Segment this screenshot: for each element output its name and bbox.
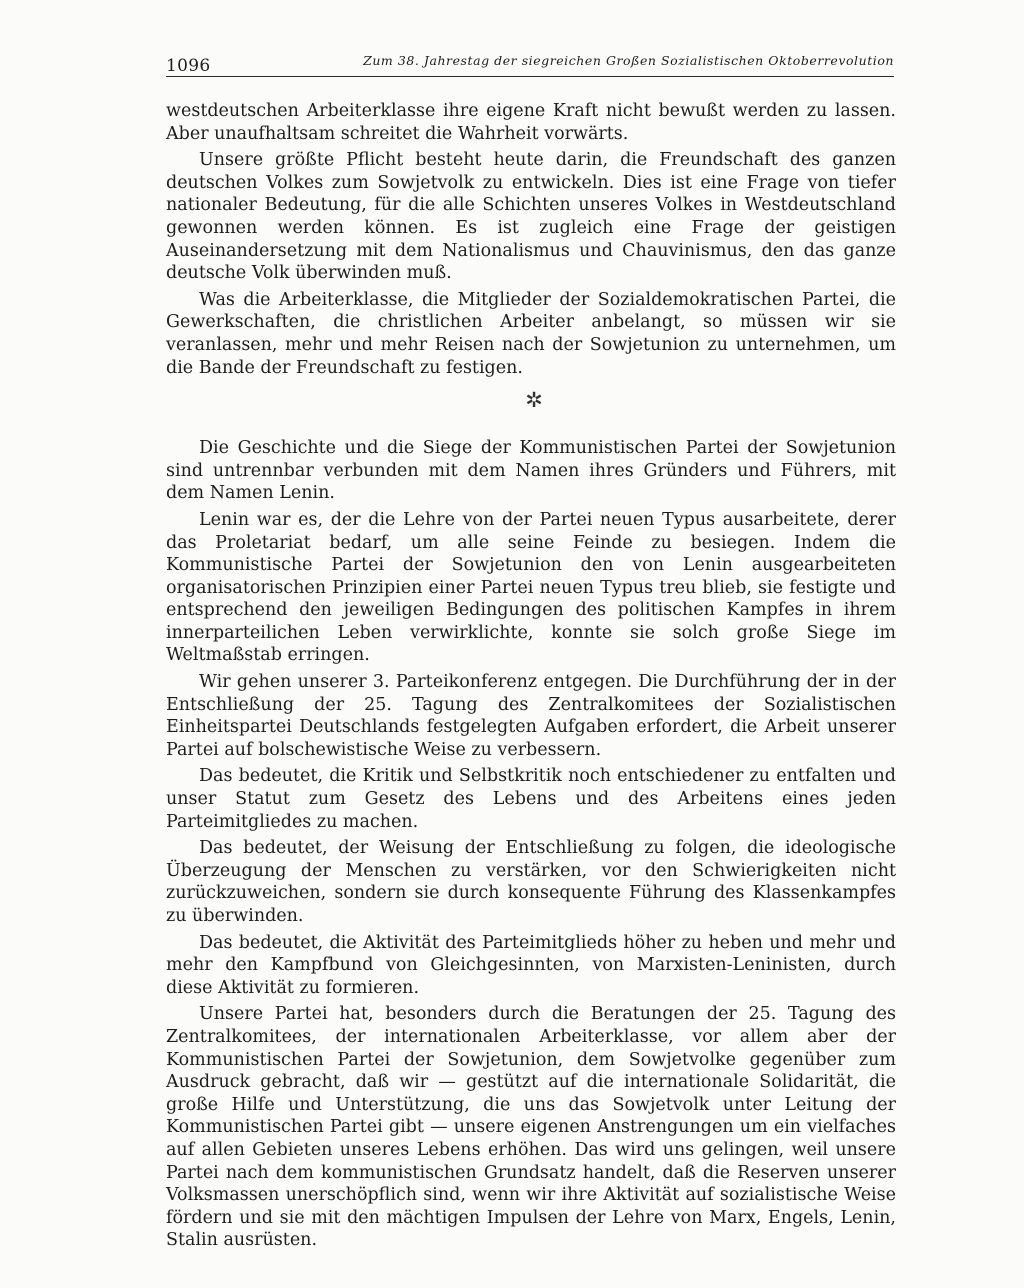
paragraph: Wir gehen unserer 3. Parteikonferenz entgegen. Die Durchführung der in der Entschließung der 25. Tagung des Zentralkomitees der Sozialistischen Einheitspartei Deutschlands festgelegten Aufgaben erfordert, die Arbeit unserer Partei auf bolschewistische Weise zu verbessern. (166, 672, 896, 760)
running-title: Zum 38. Jahrestag der siegreichen Großen Sozialistischen Oktoberrevolution (363, 53, 894, 68)
paragraph: Das bedeutet, die Kritik und Selbstkritik noch entschiedener zu entfalten und unser Statut zum Gesetz des Lebens und des Arbeitens eines jeden Parteimitgliedes zu machen. (166, 766, 896, 832)
paragraph: Die Geschichte und die Siege der Kommunistischen Partei der Sowjetunion sind untrennbar verbunden mit dem Namen ihres Gründers und Führers, mit dem Namen Lenin. (166, 438, 896, 504)
paragraph: Unsere Partei hat, besonders durch die Beratungen der 25. Tagung des Zentralkomitees, der internationalen Arbeiterklasse, vor allem aber der Kommunistischen Partei der Sowjetunion, dem Sowjetvolke gegenüber zum Ausdruck gebracht, daß wir — gestützt auf die internationale Solidarität, die große Hilfe und Unterstützung, die uns das Sowjetvolk unter Leitung der Kommunistischen Partei gibt — unsere eigenen Anstrengungen um ein vielfaches auf allen Gebieten unseres Lebens erhöhen. Das wird uns gelingen, weil unsere Partei nach dem kommunistischen Grundsatz handelt, daß die Reserven unserer Volksmassen unerschöpflich sind, wenn wir ihre Aktivität auf sozialistische Weise fördern und sie mit den mächtigen Impulsen der Lehre von Marx, Engels, Lenin, Stalin ausrüsten. (166, 1004, 896, 1251)
paragraph: Was die Arbeiterklasse, die Mitglieder der Sozialdemokratischen Partei, die Gewerkschaften, die christlichen Arbeiter anbelangt, so müssen wir sie veranlassen, mehr und mehr Reisen nach der Sowjetunion zu unternehmen, um die Bande der Freundschaft zu festigen. (166, 289, 896, 378)
paragraph: westdeutschen Arbeiterklasse ihre eigene Kraft nicht bewußt werden zu lassen. Aber unaufhaltsam schreitet die Wahrheit vorwärts. (166, 101, 896, 144)
paragraph: Unsere größte Pflicht besteht heute darin, die Freundschaft des ganzen deutschen Volkes zum Sowjetvolk zu entwickeln. Dies ist eine Frage von tiefer nationaler Bedeutung, für die alle Schichten unseres Volkes in Westdeutschland gewonnen werden können. Es ist zugleich eine Frage der geistigen Auseinandersetzung mit dem Nationalismus und Chauvinismus, den das ganze deutsche Volk überwinden muß. (166, 150, 896, 284)
paragraph: Das bedeutet, der Weisung der Entschließung zu folgen, die ideologische Überzeugung der Menschen zu verstärken, vor den Schwierigkeiten nicht zurückzuweichen, sondern sie durch konsequente Führung des Klassenkampfes zu überwinden. (166, 838, 896, 926)
asterism-ornament: ✲ (525, 388, 543, 413)
paragraph: Das bedeutet, die Aktivität des Parteimitglieds höher zu heben und mehr und mehr den Kampfbund von Gleichgesinnten, von Marxisten-Leninisten, durch diese Aktivität zu formieren. (166, 932, 896, 998)
body-text (166, 100, 896, 1252)
page-number: 1096 (166, 56, 211, 76)
section-divider (166, 385, 896, 415)
paragraph: Lenin war es, der die Lehre von der Partei neuen Typus ausarbeitete, derer das Proletariat bedarf, um alle seine Feinde zu besiegen. Indem die Kommunistische Partei der Sowjetunion den von Lenin ausgearbeiteten organisatorischen Prinzipien einer Partei neuen Typus treu blieb, sie festigte und entsprechend den jeweiligen Bedingungen des politischen Kampfes in ihrem innerparteilichen Leben verwirklichte, konnte sie solch große Siege im Weltmaßstab erringen. (166, 509, 896, 666)
running-header (166, 50, 894, 77)
